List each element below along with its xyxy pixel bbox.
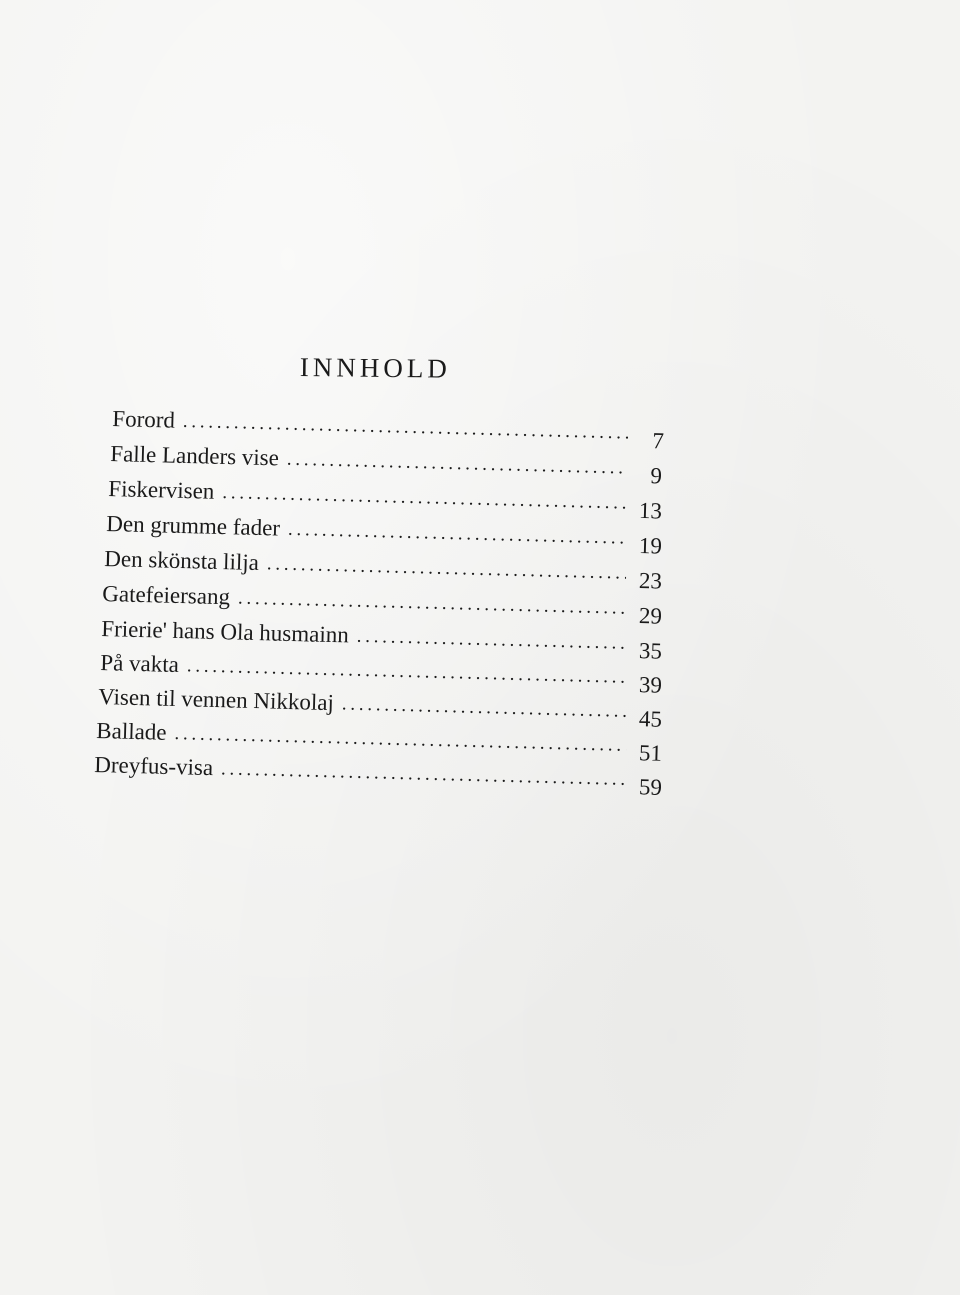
toc-entry-title: Visen til vennen Nikkolaj: [98, 684, 335, 716]
toc-entry-page: 13: [638, 497, 663, 524]
toc-entry-title: Den grumme fader: [106, 511, 281, 541]
toc-entry-title: Gatefeiersang: [102, 581, 231, 610]
dot-leader: [238, 589, 627, 621]
dot-leader: [287, 450, 627, 481]
toc-entry-page: 51: [638, 740, 663, 766]
toc-entry-title: På vakta: [100, 650, 180, 678]
toc-entry-page: 39: [638, 672, 663, 698]
toc-entry-title: Forord: [112, 406, 176, 433]
dot-leader: [288, 520, 627, 551]
toc-entry-title: Dreyfus-visa: [94, 752, 214, 781]
dot-leader: [221, 759, 627, 792]
toc-entry-title: Ballade: [96, 718, 167, 745]
toc-entry-page: 45: [638, 706, 663, 732]
toc-entry-title: Fiskervisen: [108, 476, 215, 504]
dot-leader: [342, 694, 627, 723]
page-title: INNHOLD: [299, 352, 451, 384]
toc-entry-page: 59: [638, 774, 663, 800]
dot-leader: [356, 627, 626, 656]
dot-leader: [267, 554, 627, 585]
toc-entry-title: Den skönsta lilja: [104, 546, 260, 576]
toc-entry-title: Falle Landers vise: [110, 441, 280, 471]
toc-entry-page: 19: [638, 532, 663, 559]
toc-entry-page: 9: [650, 463, 663, 489]
toc-entry-page: 35: [638, 638, 663, 664]
toc-entry-page: 7: [652, 428, 665, 454]
toc-entry-page: 29: [638, 603, 663, 629]
toc-entry-title: Frierie' hans Ola husmainn: [101, 616, 350, 648]
toc-entry-page: 23: [638, 568, 663, 594]
